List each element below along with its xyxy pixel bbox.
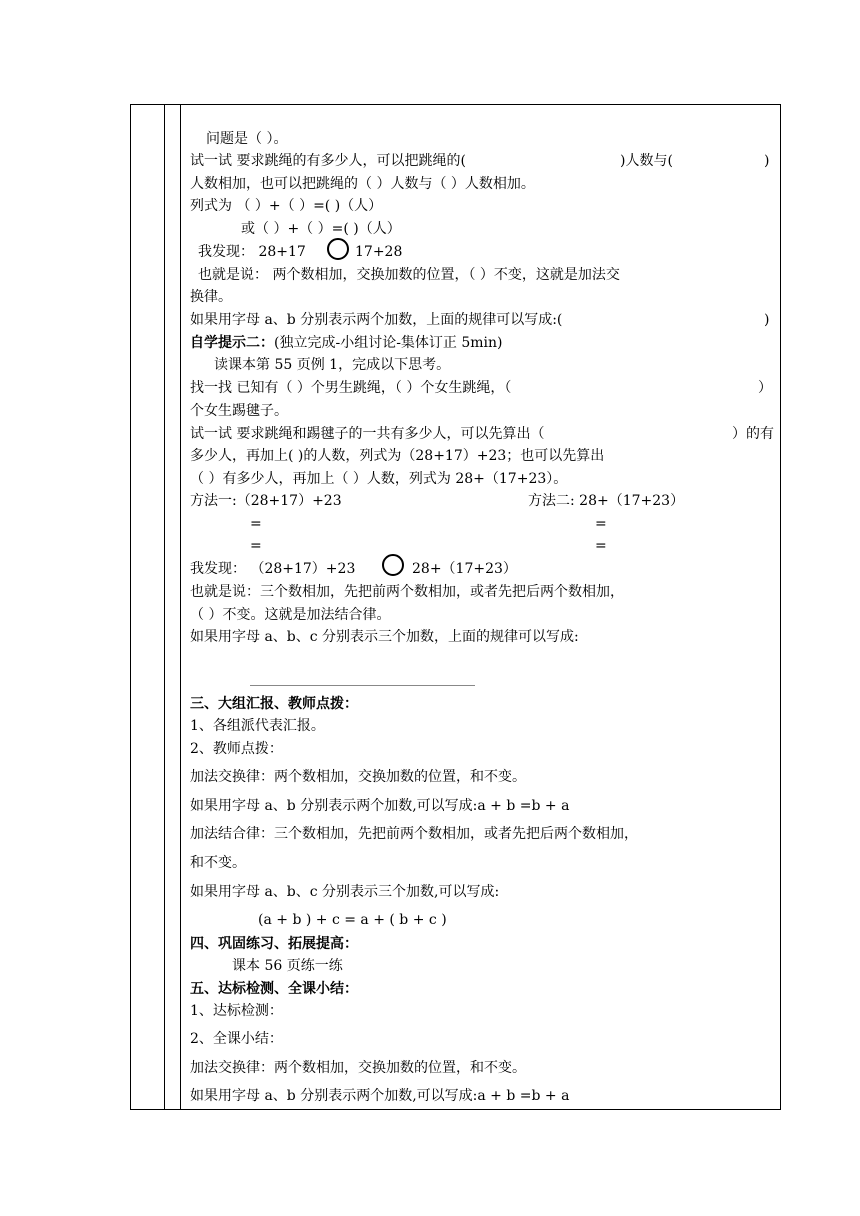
section-five-item-1: 1、达标检测： — [190, 1003, 283, 1019]
section-five-item-2: 2、全课小结： — [190, 1031, 283, 1047]
formula-line-1: 列式为 （ ）+（ ）=( )（人） — [190, 198, 383, 214]
method-one: 方法一:（28+17）+23 — [190, 493, 342, 509]
method-one-eq-2: = — [250, 538, 262, 554]
discover-line-1a: 我发现： 28+17 — [198, 244, 306, 260]
answer-underline — [250, 685, 475, 686]
try2-line-1a: 试一试 要求跳绳和踢毽子的一共有多少人，可以先算出（ — [190, 426, 545, 442]
meaning2-line-1: 也就是说：三个数相加，先把前两个数相加，或者先把后两个数相加， — [190, 584, 624, 600]
try2-line-1b: ）的有 — [732, 426, 774, 442]
rule-associative-formula: (a + b ) + c = a + ( b + c ) — [258, 912, 447, 928]
section-three-item-2: 2、教师点拨： — [190, 741, 283, 757]
try-line-1: 试一试 要求跳绳的有多少人，可以把跳绳的( — [190, 153, 466, 169]
try2-line-3: （ ）有多少人，再加上（ ）人数，列式为 28+（17+23）。 — [190, 471, 568, 487]
question-line: 问题是（ ）。 — [206, 131, 288, 147]
section-five-heading: 五、达标检测、全课小结： — [190, 981, 358, 997]
section-three-item-1: 1、各组派代表汇报。 — [190, 718, 325, 734]
meaning-line-2: 换律。 — [190, 289, 232, 305]
column-divider — [180, 105, 181, 1109]
method-two-eq-1: = — [595, 516, 607, 532]
section-four-heading: 四、巩固练习、拓展提高： — [190, 936, 358, 952]
rule-associative-2: 和不变。 — [190, 855, 246, 871]
formula-line-2: 或（ ）+（ ）=( )（人） — [241, 221, 401, 237]
rule-associative-3: 如果用字母 a、b、c 分别表示三个加数,可以写成: — [190, 884, 500, 900]
summary-commutative-formula: 如果用字母 a、b 分别表示两个加数,可以写成:a + b =b + a — [190, 1088, 570, 1104]
letter-rule-1a: 如果用字母 a、b 分别表示两个加数，上面的规律可以写成:( — [190, 312, 563, 328]
rule-commutative-formula: 如果用字母 a、b 分别表示两个加数,可以写成:a + b =b + a — [190, 798, 570, 814]
meaning-line-1: 也就是说： 两个数相加，交换加数的位置，（ ）不变，这就是加法交 — [198, 267, 620, 283]
discover-line-2a: 我发现： （28+17）+23 — [190, 561, 356, 577]
read-line: 读课本第 55 页例 1，完成以下思考。 — [214, 357, 451, 373]
method-two: 方法二: 28+（17+23） — [528, 493, 685, 509]
prompt-two-title: 自学提示二： — [190, 335, 274, 351]
letter-rule-1b: ) — [764, 312, 770, 328]
find-line-1a: 找一找 已知有（ ）个男生跳绳，（ ）个女生跳绳，（ — [190, 380, 512, 396]
compare-circle — [327, 238, 349, 260]
summary-commutative: 加法交换律：两个数相加，交换加数的位置，和不变。 — [190, 1060, 526, 1076]
try-line-1b: )人数与( — [620, 153, 673, 169]
prompt-two — [190, 334, 503, 352]
prompt-two-note: (独立完成-小组讨论-集体订正 5min) — [274, 335, 503, 351]
try-line-2: 人数相加，也可以把跳绳的（ ）人数与（ ）人数相加。 — [190, 176, 535, 192]
letter-rule-2: 如果用字母 a、b、c 分别表示三个加数，上面的规律可以写成: — [190, 629, 579, 645]
find-line-1b: ） — [758, 380, 772, 396]
method-two-eq-2: = — [595, 538, 607, 554]
try2-line-2: 多少人，再加上( )的人数，列式为（28+17）+23；也可以先算出 — [190, 448, 605, 464]
find-line-2: 个女生踢毽子。 — [190, 403, 288, 419]
column-divider — [164, 105, 165, 1109]
meaning2-line-2: （ ）不变。这就是加法结合律。 — [190, 607, 391, 623]
compare-circle — [382, 554, 404, 576]
rule-commutative: 加法交换律：两个数相加，交换加数的位置，和不变。 — [190, 769, 526, 785]
try-line-1c: ) — [764, 153, 770, 169]
discover-line-2b: 28+（17+23） — [412, 561, 517, 577]
rule-associative-1: 加法结合律：三个数相加，先把前两个数相加，或者先把后两个数相加， — [190, 826, 638, 842]
method-one-eq-1: = — [250, 516, 262, 532]
discover-line-1b: 17+28 — [355, 244, 403, 260]
section-three-heading: 三、大组汇报、教师点拨： — [190, 696, 358, 712]
section-four-item: 课本 56 页练一练 — [232, 958, 343, 974]
